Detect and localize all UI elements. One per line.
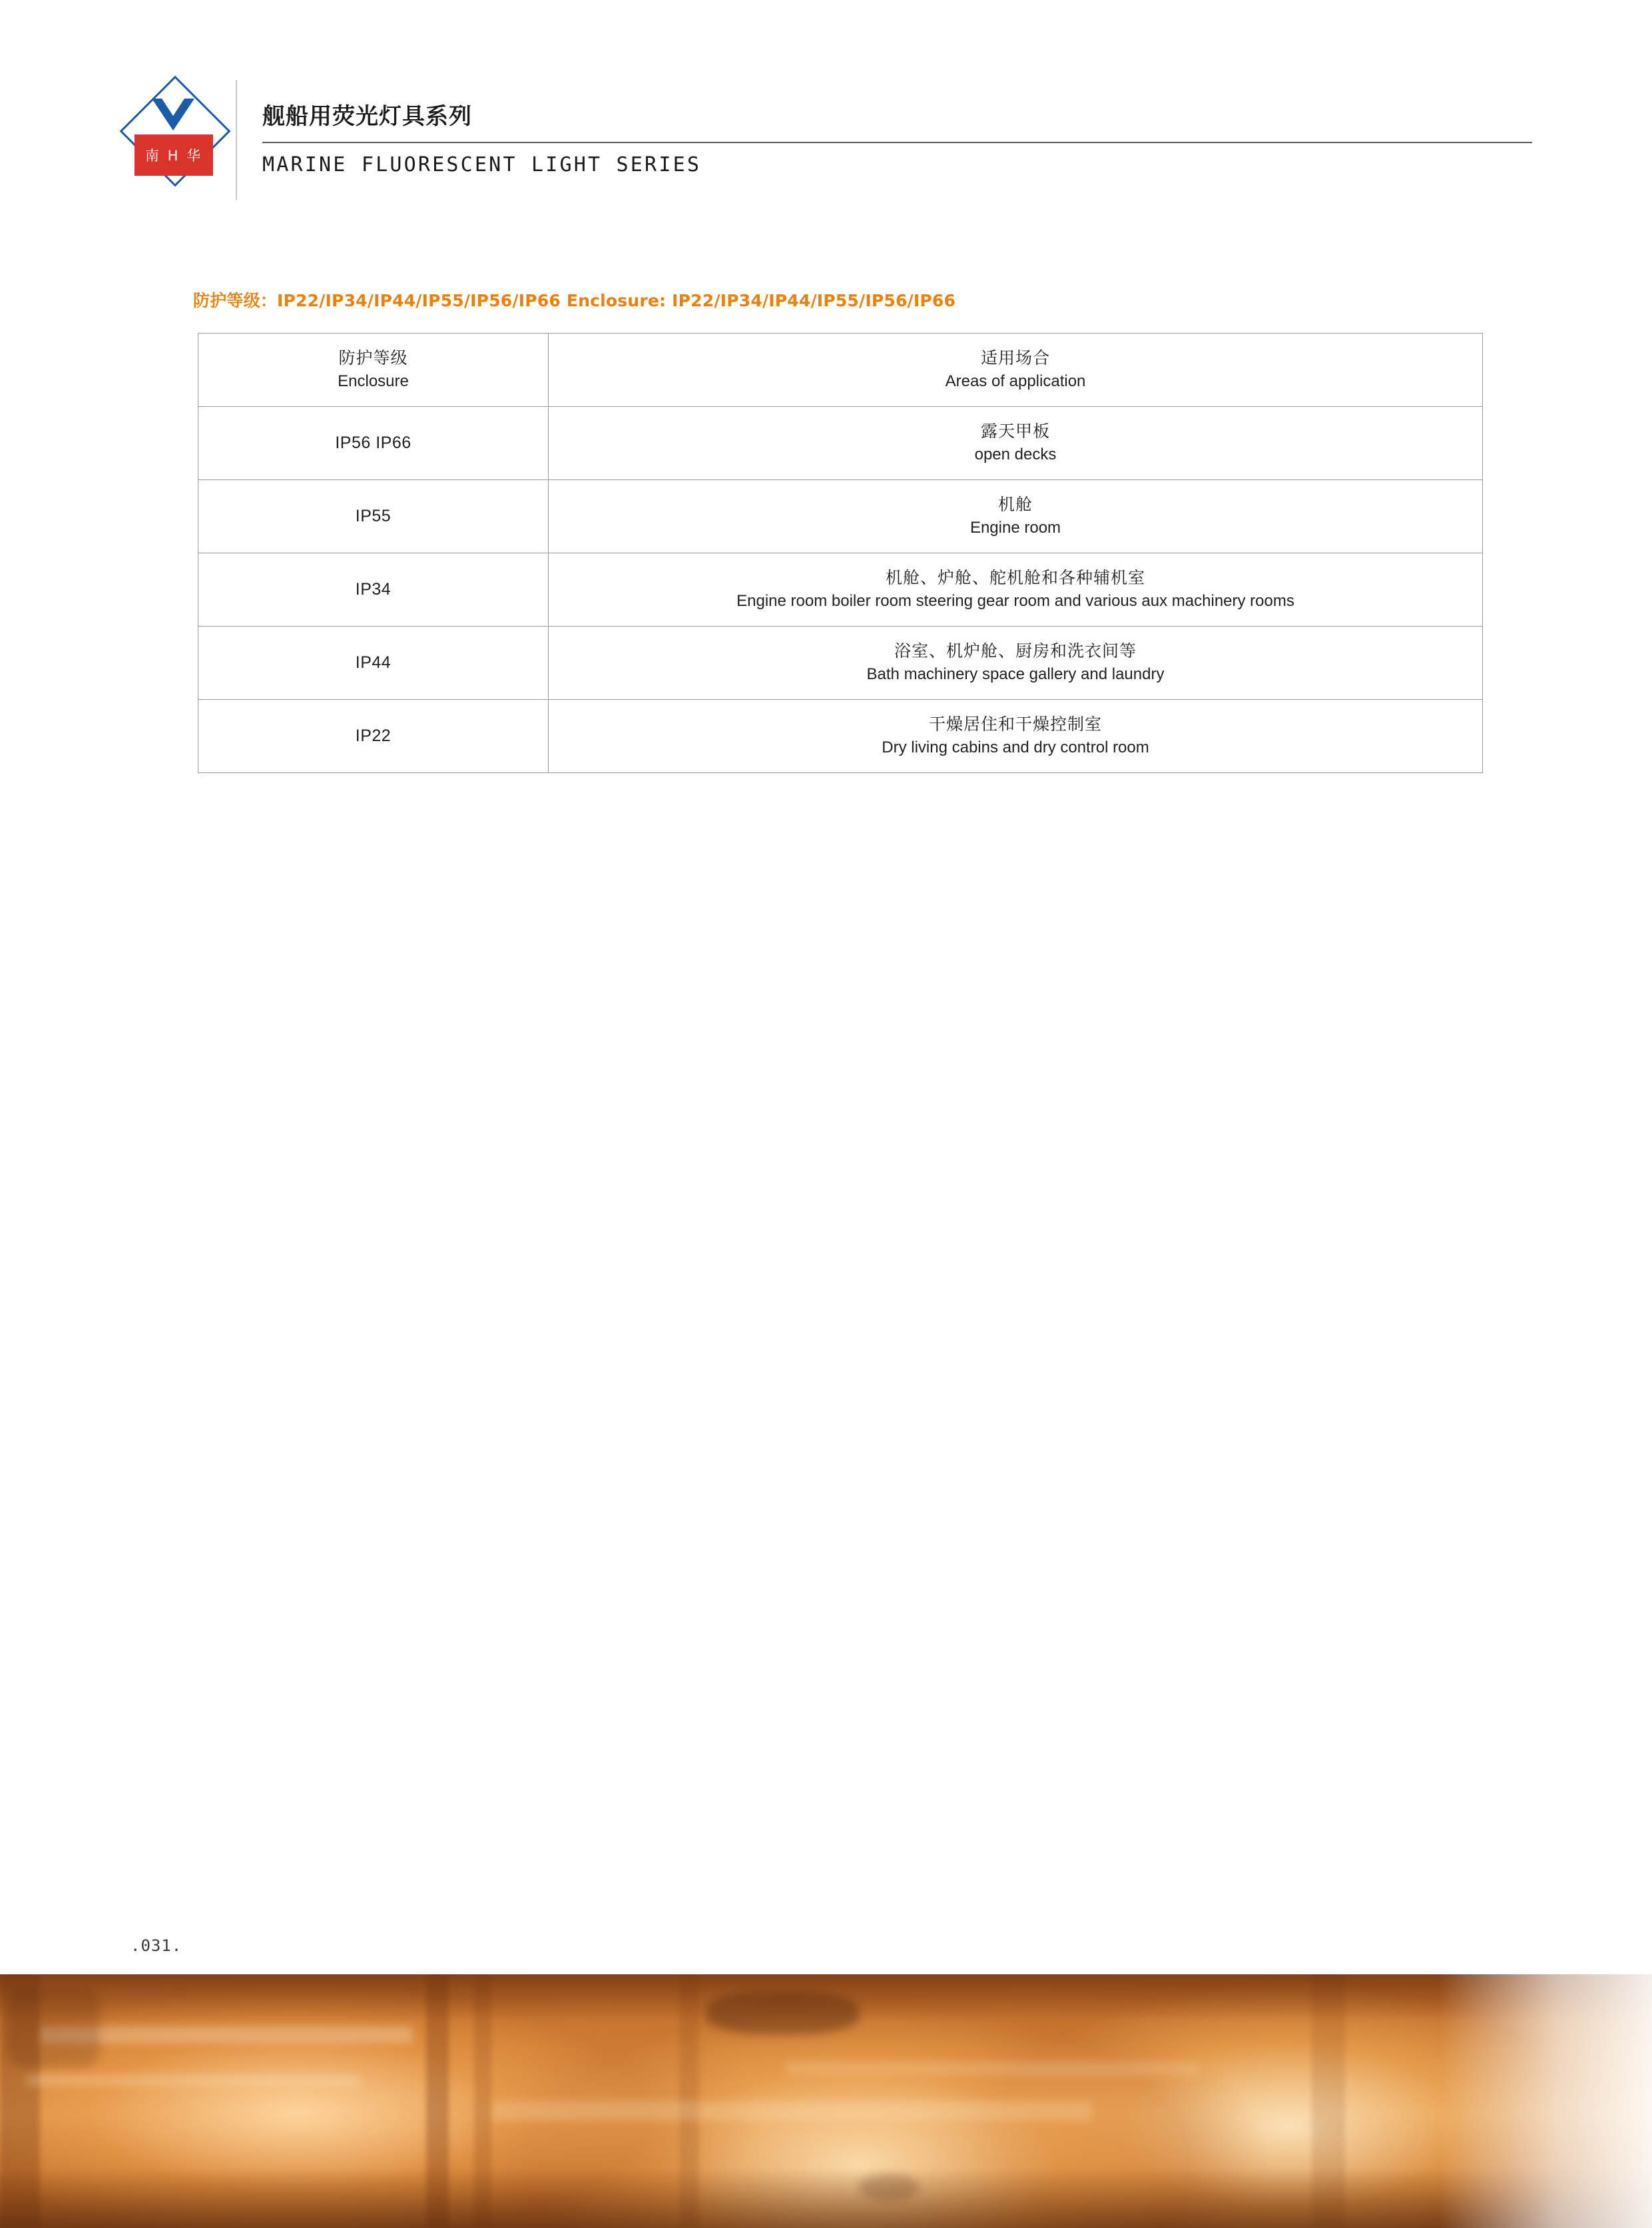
photo-light-streak — [786, 2061, 1199, 2076]
table-row — [198, 627, 1483, 700]
table-header-row — [198, 334, 1483, 407]
application-en: Engine room boiler room steering gear room and various aux machinery rooms — [736, 592, 1294, 611]
enclosure-table — [198, 333, 1483, 773]
photo-light-streak — [493, 2101, 1092, 2121]
header-title-chinese: 舰船用荧光灯具系列 — [262, 103, 472, 130]
application-en: open decks — [974, 445, 1057, 464]
company-logo — [124, 87, 224, 186]
application-en: Engine room — [969, 519, 1061, 537]
cell-application — [549, 553, 1483, 627]
photo-light-streak — [27, 2074, 360, 2086]
grade-value: IP22 — [355, 726, 392, 746]
application-cn: 露天甲板 — [980, 421, 1050, 441]
header-horizontal-rule — [262, 142, 1532, 143]
photo-bottom-shadow — [0, 2168, 1652, 2228]
header-application-cn: 适用场合 — [980, 348, 1050, 368]
table-row — [198, 700, 1483, 773]
grade-value: IP34 — [355, 580, 392, 599]
cell-application — [549, 700, 1483, 773]
application-en: Bath machinery space gallery and laundry — [866, 665, 1165, 684]
logo-text: 南 H 华 — [144, 148, 203, 164]
enclosure-table-wrapper — [198, 333, 1483, 773]
cell-application — [549, 480, 1483, 553]
footer-photo-band — [0, 1974, 1652, 2228]
cell-grade — [198, 480, 549, 553]
section-heading: 防护等级：IP22/IP34/IP44/IP55/IP56/IP66 Enclosure: IP22/IP34/IP44/IP55/IP56/IP66 — [193, 291, 956, 310]
logo-red-box — [135, 135, 213, 176]
photo-right-fade — [1439, 1974, 1652, 2228]
table-header-cell-enclosure — [198, 334, 549, 407]
header-text-group — [262, 80, 1515, 176]
page-number: .031. — [131, 1936, 182, 1955]
application-en: Dry living cabins and dry control room — [882, 738, 1149, 757]
application-cn: 浴室、机炉舱、厨房和洗衣间等 — [894, 641, 1137, 661]
table-row — [198, 553, 1483, 627]
grade-value: IP55 — [355, 507, 392, 526]
cell-application — [549, 627, 1483, 700]
page-header — [124, 80, 1515, 200]
cell-grade — [198, 407, 549, 480]
table-header-cell-application — [549, 334, 1483, 407]
table-row — [198, 480, 1483, 553]
grade-value: IP56 IP66 — [335, 433, 412, 453]
logo-blue-v-cutout — [162, 99, 184, 116]
cell-grade — [198, 553, 549, 627]
grade-value: IP44 — [355, 653, 392, 673]
cell-grade — [198, 700, 549, 773]
cell-grade — [198, 627, 549, 700]
cell-application — [549, 407, 1483, 480]
table-row — [198, 407, 1483, 480]
application-cn: 机舱 — [997, 494, 1033, 514]
header-title-english: MARINE FLUORESCENT LIGHT SERIES — [262, 153, 702, 176]
header-enclosure-en: Enclosure — [338, 372, 409, 391]
application-cn: 机舱、炉舱、舵机舱和各种辅机室 — [885, 567, 1145, 587]
header-vertical-divider — [236, 80, 237, 200]
header-application-en: Areas of application — [945, 372, 1086, 391]
header-enclosure-cn: 防护等级 — [338, 348, 408, 368]
application-cn: 干燥居住和干燥控制室 — [928, 714, 1102, 734]
photo-top-shadow — [0, 1974, 1652, 2021]
